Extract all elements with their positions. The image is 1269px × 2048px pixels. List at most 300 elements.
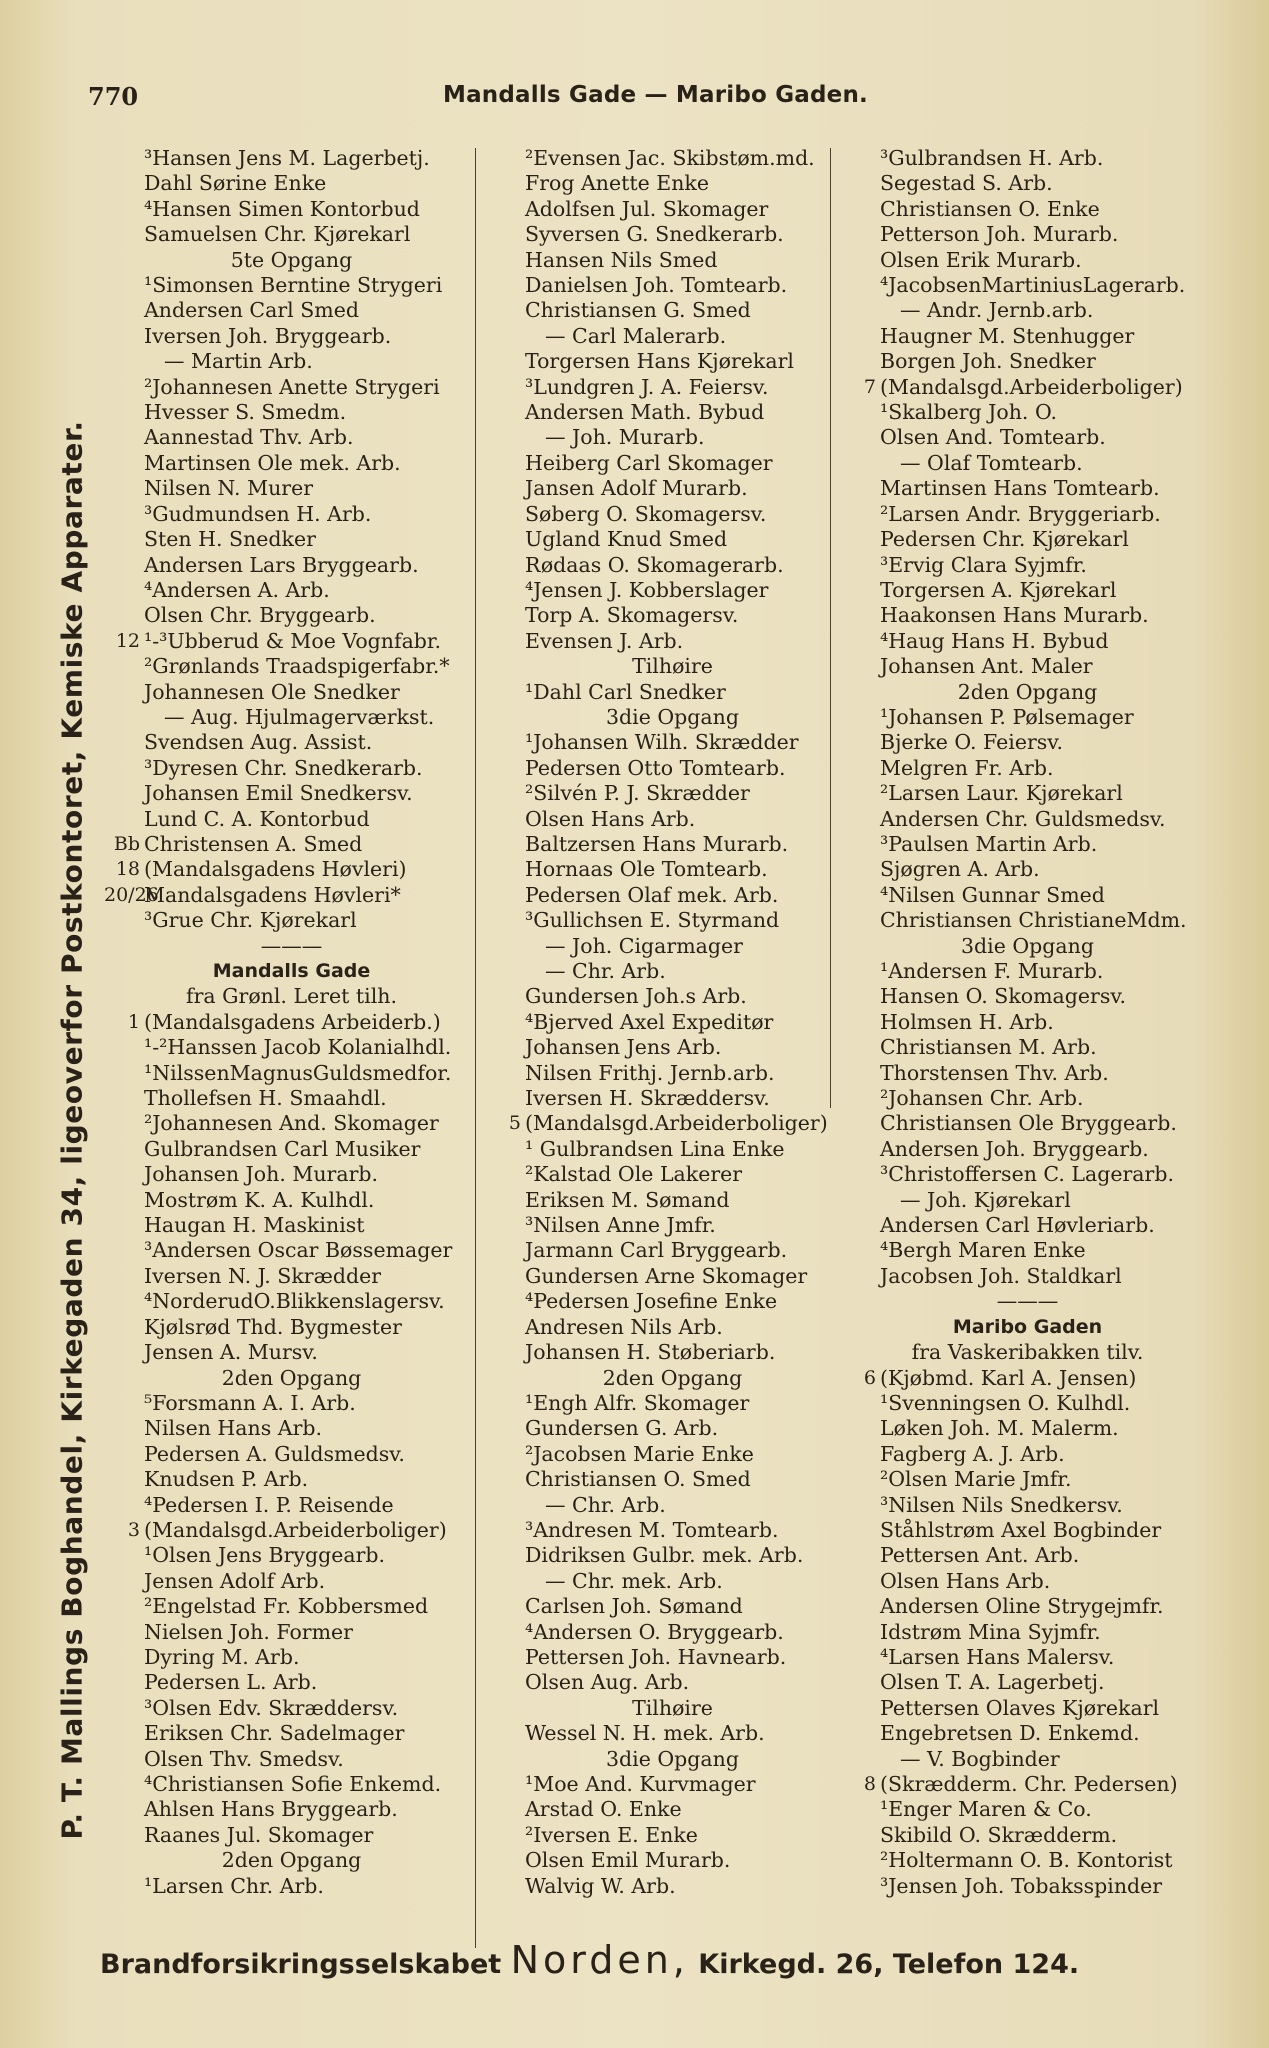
floor-label: fra Vaskeribakken tilv. — [911, 1340, 1144, 1365]
directory-entry — [104, 375, 449, 400]
resident-name: Christiansen ChristianeMdm. — [880, 908, 1187, 933]
resident-name: ⁴Bjerved Axel Expeditør — [525, 1009, 774, 1034]
house-number: 1 — [127, 1010, 140, 1033]
directory-entry — [485, 553, 830, 578]
resident-name: Haugner M. Stenhugger — [880, 323, 1135, 348]
resident-name: ²Engelstad Fr. Kobbersmed — [144, 1594, 429, 1619]
resident-name: — Joh. Cigarmager — [545, 933, 743, 958]
resident-name: ³Christoffersen C. Lagerarb. — [880, 1162, 1174, 1187]
resident-name: Johansen Jens Arb. — [525, 1035, 722, 1060]
directory-entry — [840, 476, 1185, 501]
resident-name: Andersen Math. Bybud — [525, 400, 765, 425]
directory-entry — [840, 1442, 1185, 1467]
directory-entry — [485, 603, 830, 628]
street-heading: Maribo Gaden — [952, 1315, 1103, 1338]
resident-name: — Aug. Hjulmagerværkst. — [164, 704, 435, 729]
floor-label: 3die Opgang — [961, 933, 1094, 958]
resident-name: Fagberg A. J. Arb. — [880, 1441, 1065, 1466]
resident-name: ²Johansen Chr. Arb. — [880, 1086, 1084, 1111]
resident-name: Arstad O. Enke — [525, 1797, 682, 1822]
directory-entry — [104, 248, 449, 273]
resident-name: (Kjøbmd. Karl A. Jensen) — [880, 1365, 1137, 1390]
directory-entry — [485, 1797, 830, 1822]
directory-entry — [840, 984, 1185, 1009]
house-number: 8 — [863, 1773, 876, 1795]
resident-name: Pedersen Chr. Kjørekarl — [880, 527, 1129, 552]
directory-entry — [104, 1823, 449, 1848]
floor-label: 2den Opgang — [221, 1848, 362, 1873]
resident-name: Sjøgren A. Arb. — [880, 857, 1040, 882]
directory-entry — [104, 1518, 449, 1543]
resident-name: Pedersen Olaf mek. Arb. — [525, 882, 779, 907]
directory-entry — [485, 1518, 830, 1543]
directory-entry — [104, 1111, 449, 1136]
resident-name: — Martin Arb. — [164, 349, 313, 374]
directory-entry — [104, 197, 449, 222]
resident-name: ⁴NorderudO.Blikkenslagersv. — [144, 1289, 445, 1314]
directory-entry — [104, 730, 449, 755]
directory-entry — [104, 425, 449, 450]
resident-name: ³Hansen Jens M. Lagerbetj. — [144, 146, 430, 170]
directory-entry — [104, 1315, 449, 1340]
directory-entry — [485, 1772, 830, 1797]
directory-entry — [840, 375, 1185, 400]
resident-name: Nilsen Frithj. Jernb.arb. — [525, 1060, 775, 1085]
directory-entry — [485, 680, 830, 705]
directory-entry — [485, 1137, 830, 1162]
directory-entry — [485, 1620, 830, 1645]
resident-name: Mandalsgadens Høvleri* — [144, 882, 401, 907]
resident-name: — Chr. mek. Arb. — [545, 1568, 723, 1593]
directory-entry — [485, 476, 830, 501]
resident-name: Melgren Fr. Arb. — [880, 755, 1054, 780]
resident-name: ¹Svenningsen O. Kulhdl. — [880, 1390, 1131, 1415]
directory-entry — [104, 1620, 449, 1645]
directory-entry — [485, 1162, 830, 1187]
house-number: 3 — [127, 1518, 140, 1541]
resident-name: (Mandalsgd.Arbeiderboliger) — [880, 374, 1183, 399]
resident-name: Olsen Erik Murarb. — [880, 247, 1082, 272]
floor-label: 2den Opgang — [221, 1365, 362, 1390]
floor-label: Tilhøire — [632, 1695, 713, 1720]
resident-name: Haakonsen Hans Murarb. — [880, 603, 1149, 628]
directory-entry — [104, 1060, 452, 1086]
directory-entry — [485, 934, 830, 959]
directory-entry — [485, 375, 830, 400]
resident-name: ²Larsen Andr. Bryggeriarb. — [880, 501, 1161, 526]
resident-name: Borgen Joh. Snedker — [880, 349, 1096, 374]
directory-entry — [104, 1238, 453, 1263]
directory-entry — [485, 1213, 830, 1238]
directory-entry — [104, 324, 449, 349]
resident-name: ¹Engh Alfr. Skomager — [525, 1390, 750, 1415]
resident-name: Johansen H. Støberiarb. — [525, 1340, 776, 1365]
resident-name: Hansen Nils Smed — [525, 247, 718, 272]
directory-entry — [485, 1416, 830, 1441]
directory-entry — [485, 1874, 830, 1899]
directory-entry — [485, 527, 830, 552]
resident-name: Eriksen Chr. Sadelmager — [144, 1721, 405, 1746]
directory-entry — [485, 1366, 830, 1391]
directory-entry — [104, 832, 449, 857]
side-advertisement — [44, 330, 100, 1930]
resident-name: Pettersen Joh. Havnearb. — [525, 1644, 787, 1669]
resident-name: Raanes Jul. Skomager — [144, 1822, 374, 1847]
directory-entry — [104, 1366, 449, 1391]
resident-name: Nilsen Hans Arb. — [144, 1416, 323, 1441]
footer-advertisement — [100, 1938, 1200, 1988]
directory-entry — [485, 1238, 830, 1263]
directory-entry — [485, 1467, 830, 1492]
directory-entry — [840, 1416, 1185, 1441]
directory-entry — [104, 146, 449, 171]
directory-entry — [104, 1264, 449, 1289]
resident-name: Christiansen O. Enke — [880, 196, 1100, 221]
directory-entry — [840, 857, 1185, 882]
resident-name: Heiberg Carl Skomager — [525, 450, 773, 475]
resident-name: Wessel N. H. mek. Arb. — [525, 1721, 765, 1746]
resident-name: ³Dyresen Chr. Snedkerarb. — [144, 755, 423, 780]
running-title: Mandalls Gade — Maribo Gaden. — [443, 82, 868, 108]
directory-entry — [485, 730, 830, 755]
directory-entry — [104, 1797, 449, 1822]
floor-label: 5te Opgang — [230, 247, 353, 272]
directory-entry — [485, 1086, 830, 1111]
resident-name: (Mandalsgadens Høvleri) — [144, 857, 407, 882]
directory-entry — [485, 349, 830, 374]
directory-entry — [104, 705, 449, 730]
resident-name: Johannesen Ole Snedker — [144, 679, 400, 704]
resident-name: ²Holtermann O. B. Kontorist — [880, 1848, 1173, 1873]
resident-name: ¹Larsen Chr. Arb. — [144, 1873, 324, 1898]
resident-name: Svendsen Aug. Assist. — [144, 730, 373, 755]
resident-name: Ahlsen Hans Bryggearb. — [144, 1797, 398, 1822]
directory-entry — [485, 908, 830, 933]
directory-entry — [104, 553, 449, 578]
directory-entry — [485, 1747, 830, 1772]
resident-name: Christiansen O. Smed — [525, 1467, 751, 1492]
directory-entry — [840, 578, 1185, 603]
resident-name: Mostrøm K. A. Kulhdl. — [144, 1187, 375, 1212]
resident-name: Olsen Thv. Smedsv. — [144, 1746, 344, 1771]
directory-entry — [104, 1594, 449, 1619]
directory-entry — [104, 1010, 449, 1035]
directory-entry — [104, 1416, 449, 1441]
directory-entry — [104, 502, 449, 527]
directory-entry — [840, 1061, 1185, 1086]
directory-entry — [104, 1848, 449, 1873]
resident-name: Jarmann Carl Bryggearb. — [525, 1238, 788, 1263]
resident-name: Gulbrandsen Carl Musiker — [144, 1136, 421, 1161]
floor-label: fra Grønl. Leret tilh. — [186, 984, 397, 1009]
directory-entry — [485, 146, 830, 171]
directory-entry — [840, 730, 1185, 755]
directory-entry — [485, 1823, 830, 1848]
resident-name: ¹Skalberg Joh. O. — [880, 400, 1058, 425]
directory-entry — [104, 1493, 449, 1518]
resident-name: ³Gullichsen E. Styrmand — [525, 908, 780, 933]
directory-entry — [840, 146, 1185, 171]
resident-name: Lund C. A. Kontorbud — [144, 806, 370, 831]
footer-company-name: Norden, — [510, 1938, 689, 1982]
directory-entry — [485, 1670, 830, 1695]
directory-entry — [840, 807, 1185, 832]
resident-name: Danielsen Joh. Tomtearb. — [525, 273, 788, 298]
directory-entry — [840, 273, 1185, 298]
resident-name: Rødaas O. Skomagerarb. — [525, 552, 784, 577]
directory-entry — [104, 349, 449, 374]
resident-name: Thollefsen H. Smaahdl. — [144, 1086, 387, 1111]
directory-entry — [104, 781, 449, 806]
resident-name: Martinsen Ole mek. Arb. — [144, 450, 401, 475]
directory-entry — [840, 1797, 1185, 1822]
resident-name: Jensen A. Mursv. — [144, 1340, 318, 1365]
directory-entry — [104, 934, 449, 959]
directory-entry — [485, 807, 830, 832]
directory-entry — [485, 324, 830, 349]
resident-name: Frog Anette Enke — [525, 171, 709, 196]
directory-entry — [104, 1213, 449, 1238]
directory-entry — [104, 1442, 449, 1467]
directory-entry — [485, 298, 830, 323]
directory-entry — [104, 527, 449, 552]
resident-name: ⁴Nilsen Gunnar Smed — [880, 882, 1105, 907]
resident-name: — Andr. Jernb.arb. — [900, 298, 1094, 323]
resident-name: Jensen Adolf Arb. — [144, 1568, 326, 1593]
resident-name: — Chr. Arb. — [545, 1492, 666, 1517]
column-divider — [830, 148, 831, 1108]
resident-name: ⁴Andersen A. Arb. — [144, 577, 330, 602]
resident-name: Carlsen Joh. Sømand — [525, 1594, 743, 1619]
directory-entry — [104, 908, 449, 933]
floor-label: 2den Opgang — [957, 679, 1098, 704]
directory-entry — [840, 1645, 1185, 1670]
directory-entry — [840, 934, 1185, 959]
resident-name: Torp A. Skomagersv. — [525, 603, 739, 628]
resident-name: ⁴Pedersen Josefine Enke — [525, 1289, 778, 1314]
directory-entry — [104, 756, 449, 781]
directory-entry — [104, 857, 449, 882]
house-number: Bb — [113, 832, 140, 855]
directory-entry — [104, 629, 449, 654]
directory-entry — [840, 171, 1185, 196]
directory-entry — [485, 654, 830, 679]
directory-entry — [104, 1188, 449, 1213]
resident-name: (Skrædderm. Chr. Pedersen) — [880, 1772, 1178, 1796]
directory-entry — [104, 654, 449, 679]
directory-entry — [840, 1772, 1185, 1797]
directory-entry — [840, 1721, 1185, 1746]
directory-entry — [104, 476, 449, 501]
directory-entry — [485, 1569, 830, 1594]
directory-entry — [104, 1086, 449, 1111]
resident-name: Andersen Joh. Bryggearb. — [880, 1136, 1149, 1161]
directory-entry — [840, 298, 1185, 323]
floor-label: Tilhøire — [632, 654, 713, 679]
directory-entry — [485, 1010, 830, 1035]
house-number: 18 — [115, 858, 140, 881]
resident-name: ²Grønlands Traadspigerfabr.* — [144, 654, 450, 679]
directory-entry — [104, 578, 449, 603]
directory-entry — [840, 1569, 1185, 1594]
resident-name: Aannestad Thv. Arb. — [144, 425, 354, 450]
floor-label: 3die Opgang — [606, 1746, 739, 1771]
resident-name: Nilsen N. Murer — [144, 476, 314, 501]
directory-entry — [840, 451, 1185, 476]
directory-entry — [485, 400, 830, 425]
directory-entry — [840, 1137, 1185, 1162]
resident-name: Iversen Joh. Bryggearb. — [144, 323, 392, 348]
directory-entry — [485, 1493, 830, 1518]
directory-entry — [840, 1670, 1185, 1695]
directory-entry — [104, 1696, 449, 1721]
directory-entry — [104, 1340, 449, 1365]
resident-name: Olsen Hans Arb. — [880, 1568, 1051, 1593]
directory-entry — [485, 425, 830, 450]
directory-entry — [485, 883, 830, 908]
directory-entry — [104, 1467, 449, 1492]
directory-entry — [104, 222, 449, 247]
directory-entry — [840, 1493, 1185, 1518]
resident-name: Knudsen P. Arb. — [144, 1467, 309, 1492]
resident-name: ²Johannesen Anette Strygeri — [144, 374, 440, 399]
directory-entry — [840, 959, 1185, 984]
resident-name: ⁴Bergh Maren Enke — [880, 1238, 1086, 1263]
resident-name: ¹Dahl Carl Snedker — [525, 679, 726, 704]
resident-name: Pedersen L. Arb. — [144, 1670, 318, 1695]
directory-entry — [840, 1111, 1185, 1136]
directory-entry — [104, 1772, 449, 1797]
resident-name: ¹Moe And. Kurvmager — [525, 1772, 756, 1796]
directory-entry — [485, 171, 830, 196]
directory-entry — [485, 705, 830, 730]
directory-entry — [485, 1848, 830, 1873]
directory-entry — [840, 1874, 1185, 1899]
resident-name: Didriksen Gulbr. mek. Arb. — [525, 1543, 804, 1568]
directory-entry — [840, 248, 1185, 273]
directory-entry — [840, 629, 1185, 654]
resident-name: Andersen Carl Smed — [144, 298, 359, 323]
resident-name: ²Larsen Laur. Kjørekarl — [880, 781, 1123, 806]
directory-entry — [104, 1543, 449, 1568]
resident-name: Holmsen H. Arb. — [880, 1009, 1054, 1034]
directory-entry — [485, 578, 830, 603]
resident-name: ²Johannesen And. Skomager — [144, 1111, 439, 1136]
directory-entry — [485, 197, 830, 222]
resident-name: Syversen G. Snedkerarb. — [525, 222, 784, 247]
resident-name: Petterson Joh. Murarb. — [880, 222, 1119, 247]
resident-name: ⁴Jensen J. Kobberslager — [525, 577, 769, 602]
resident-name: ³Gulbrandsen H. Arb. — [880, 146, 1104, 170]
resident-name: Kjølsrød Thd. Bygmester — [144, 1314, 402, 1339]
resident-name: ¹Johansen P. Pølsemager — [880, 704, 1134, 729]
resident-name: Adolfsen Jul. Skomager — [525, 196, 769, 221]
directory-entry — [840, 908, 1185, 933]
directory-entry — [840, 1264, 1185, 1289]
directory-entry — [840, 1518, 1185, 1543]
separator-rule: ——— — [260, 933, 323, 958]
directory-entry — [485, 1543, 830, 1568]
directory-entry — [840, 654, 1185, 679]
directory-entry — [104, 680, 449, 705]
directory-entry — [840, 1467, 1185, 1492]
footer-company-address: Kirkegd. 26, Telefon 124. — [698, 1949, 1080, 1980]
resident-name: Johansen Joh. Murarb. — [144, 1162, 379, 1187]
directory-entry — [840, 1213, 1185, 1238]
resident-name: ⁴JacobsenMartiniusLagerarb. — [880, 273, 1186, 298]
directory-entry — [485, 959, 830, 984]
resident-name: Christiansen G. Smed — [525, 298, 751, 323]
separator-rule: ——— — [996, 1289, 1059, 1314]
directory-entry — [104, 1289, 449, 1314]
resident-name: Andersen Oline Strygejmfr. — [880, 1594, 1164, 1619]
directory-entry — [485, 756, 830, 781]
resident-name: Iversen N. J. Skrædder — [144, 1263, 382, 1288]
directory-entry — [104, 807, 449, 832]
directory-entry — [485, 502, 830, 527]
side-advertisement-text: P. T. Mallings Boghandel, Kirkegaden 34, ligeoverfor Postkontoret, Kemiske Apparater. — [55, 420, 89, 1840]
resident-name: ³Jensen Joh. Tobaksspinder — [880, 1873, 1163, 1898]
resident-name: ¹NilssenMagnusGuldsmedfor. — [144, 1060, 452, 1085]
directory-entry — [485, 1188, 830, 1213]
resident-name: ³Grue Chr. Kjørekarl — [144, 908, 357, 933]
directory-entry — [104, 1569, 449, 1594]
resident-name: Walvig W. Arb. — [525, 1873, 676, 1898]
directory-entry — [485, 1289, 830, 1314]
resident-name: ¹Simonsen Berntine Strygeri — [144, 273, 443, 298]
resident-name: Dyring M. Arb. — [144, 1644, 300, 1669]
resident-name: ⁴Christiansen Sofie Enkemd. — [144, 1772, 442, 1796]
resident-name: Baltzersen Hans Murarb. — [525, 831, 789, 856]
directory-entry — [104, 298, 449, 323]
resident-name: Olsen Aug. Arb. — [525, 1670, 690, 1695]
directory-entry — [840, 603, 1185, 628]
resident-name: Andresen Nils Arb. — [525, 1314, 723, 1339]
resident-name: ¹Olsen Jens Bryggearb. — [144, 1543, 386, 1568]
house-number: 20/26 — [104, 883, 159, 906]
directory-entry — [104, 883, 449, 908]
directory-entry — [104, 1645, 449, 1670]
resident-name: Olsen T. A. Lagerbetj. — [880, 1670, 1105, 1695]
resident-name: ⁴Larsen Hans Malersv. — [880, 1644, 1115, 1669]
resident-name: Christiansen Ole Bryggearb. — [880, 1111, 1177, 1136]
directory-entry — [104, 1874, 449, 1899]
directory-entry — [485, 248, 830, 273]
resident-name: ¹Enger Maren & Co. — [880, 1797, 1092, 1822]
directory-entry — [840, 1696, 1185, 1721]
resident-name: ³Nilsen Nils Snedkersv. — [880, 1492, 1123, 1517]
directory-entry — [840, 1188, 1185, 1213]
directory-entry — [104, 603, 449, 628]
directory-entry — [104, 1391, 449, 1416]
resident-name: Dahl Sørine Enke — [144, 171, 327, 196]
directory-entry — [840, 1315, 1185, 1340]
resident-name: ²Kalstad Ole Lakerer — [525, 1162, 743, 1187]
resident-name: Gundersen Arne Skomager — [525, 1263, 808, 1288]
resident-name: Iversen H. Skræddersv. — [525, 1086, 770, 1111]
resident-name: (Mandalsgd.Arbeiderboliger) — [525, 1111, 828, 1136]
directory-entry — [840, 1289, 1185, 1314]
directory-entry — [104, 171, 449, 196]
directory-entry — [104, 1721, 449, 1746]
resident-name: Gundersen Joh.s Arb. — [525, 984, 747, 1009]
resident-name: Engebretsen D. Enkemd. — [880, 1721, 1140, 1746]
resident-name: Sten H. Snedker — [144, 527, 316, 552]
resident-name: — Olaf Tomtearb. — [900, 450, 1083, 475]
resident-name: Olsen Emil Murarb. — [525, 1848, 731, 1873]
resident-name: Skibild O. Skrædderm. — [880, 1822, 1118, 1847]
directory-entry — [840, 1747, 1185, 1772]
